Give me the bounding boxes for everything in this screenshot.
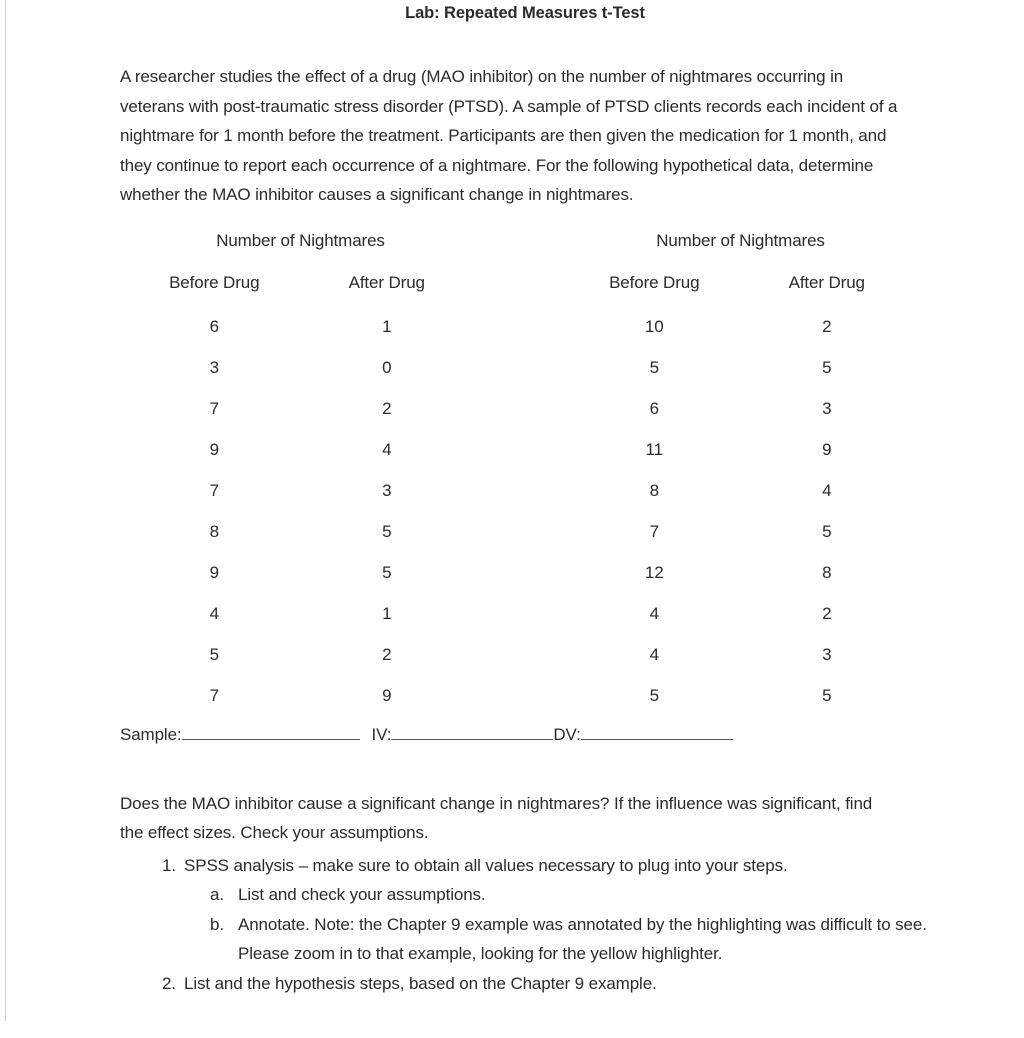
task-text: SPSS analysis – make sure to obtain all values necessary to plug into your steps. bbox=[184, 855, 788, 875]
table-row bbox=[128, 439, 473, 480]
cell-before-drug: 6 bbox=[649, 398, 659, 418]
cell-before-drug: 7 bbox=[209, 398, 219, 418]
cell-after-drug: 4 bbox=[382, 439, 392, 459]
table-row bbox=[568, 398, 913, 439]
intro-paragraph: A researcher studies the effect of a drug (MAO inhibitor) on the number of nightmares occurring in veterans with post-traumatic stress disorder (PTSD). A sample of PTSD clients records each incident of a nightmare for 1 month before the treatment. Participants are then given the medication for 1 month, and they continue to report each occurrence of a nightmare. For the following hypothetical data, determine whether the MAO inhibitor causes a significant change in nightmares. bbox=[120, 67, 898, 204]
subtask-item-b bbox=[184, 910, 930, 969]
sample-input[interactable] bbox=[182, 724, 360, 740]
table-row bbox=[128, 316, 473, 357]
cell-before-drug: 7 bbox=[209, 685, 219, 705]
column-header-before-drug: Before Drug bbox=[169, 272, 260, 292]
cell-after-drug: 3 bbox=[382, 480, 392, 500]
table-row bbox=[128, 644, 473, 685]
cell-after-drug: 5 bbox=[822, 521, 832, 541]
cell-before-drug: 7 bbox=[649, 521, 659, 541]
cell-after-drug: 8 bbox=[822, 562, 832, 582]
cell-before-drug: 12 bbox=[644, 562, 664, 582]
cell-after-drug: 3 bbox=[822, 398, 832, 418]
iv-input[interactable] bbox=[391, 724, 553, 740]
cell-before-drug: 5 bbox=[649, 685, 659, 705]
cell-after-drug: 5 bbox=[382, 562, 392, 582]
table-caption: Number of Nightmares bbox=[656, 230, 825, 250]
cell-before-drug: 5 bbox=[649, 357, 659, 377]
data-table-right bbox=[568, 228, 913, 726]
table-body bbox=[568, 316, 913, 726]
table-caption: Number of Nightmares bbox=[216, 230, 385, 250]
cell-after-drug: 3 bbox=[822, 644, 832, 664]
dv-label: DV: bbox=[553, 724, 581, 744]
cell-after-drug: 4 bbox=[822, 480, 832, 500]
cell-after-drug: 1 bbox=[382, 316, 392, 336]
cell-after-drug: 5 bbox=[822, 685, 832, 705]
subtask-marker: a. bbox=[210, 885, 224, 904]
table-header-row bbox=[128, 270, 473, 296]
column-header-after-drug: After Drug bbox=[348, 272, 425, 292]
cell-before-drug: 5 bbox=[209, 644, 219, 664]
table-row bbox=[128, 398, 473, 439]
task-marker: 2. bbox=[162, 973, 176, 993]
cell-after-drug: 2 bbox=[382, 644, 392, 664]
dv-input[interactable] bbox=[581, 724, 733, 740]
task-text: List and the hypothesis steps, based on the Chapter 9 example. bbox=[184, 973, 657, 993]
subtask-marker: b. bbox=[210, 914, 224, 934]
cell-before-drug: 9 bbox=[209, 439, 219, 459]
cell-after-drug: 9 bbox=[382, 685, 392, 705]
cell-before-drug: 8 bbox=[649, 480, 659, 500]
table-row bbox=[128, 357, 473, 398]
table-row bbox=[568, 439, 913, 480]
table-row bbox=[128, 521, 473, 562]
data-table-left bbox=[128, 228, 473, 726]
cell-after-drug: 2 bbox=[382, 398, 392, 418]
cell-before-drug: 7 bbox=[209, 480, 219, 500]
cell-before-drug: 6 bbox=[209, 316, 219, 336]
cell-before-drug: 10 bbox=[644, 316, 664, 336]
table-header-row bbox=[568, 270, 913, 296]
table-row bbox=[568, 316, 913, 357]
page-title: Lab: Repeated Measures t-Test bbox=[405, 4, 645, 22]
cell-before-drug: 11 bbox=[645, 439, 663, 459]
table-row bbox=[128, 480, 473, 521]
closing-question: Does the MAO inhibitor cause a significant change in nightmares? If the influence was significant, find the effect sizes. Check your assumptions. bbox=[120, 793, 873, 842]
cell-before-drug: 3 bbox=[209, 357, 219, 377]
fill-in-blanks-row bbox=[120, 724, 930, 745]
cell-after-drug: 5 bbox=[822, 357, 832, 377]
column-header-before-drug: Before Drug bbox=[609, 272, 700, 292]
cell-after-drug: 0 bbox=[382, 357, 392, 377]
table-row bbox=[128, 562, 473, 603]
subtask-text: List and check your assumptions. bbox=[238, 885, 486, 904]
cell-after-drug: 5 bbox=[382, 521, 392, 541]
cell-after-drug: 2 bbox=[822, 603, 832, 623]
table-row bbox=[568, 603, 913, 644]
sample-label: Sample: bbox=[120, 724, 182, 744]
table-row bbox=[128, 603, 473, 644]
cell-before-drug: 9 bbox=[209, 562, 219, 582]
cell-before-drug: 8 bbox=[209, 521, 219, 541]
cell-after-drug: 1 bbox=[382, 603, 392, 623]
table-body bbox=[128, 316, 473, 726]
task-list bbox=[120, 848, 930, 999]
task-marker: 1. bbox=[162, 855, 176, 875]
table-row bbox=[568, 480, 913, 521]
cell-before-drug: 4 bbox=[209, 603, 219, 623]
table-row bbox=[568, 644, 913, 685]
table-row bbox=[568, 357, 913, 398]
task-item-1 bbox=[120, 851, 930, 969]
cell-before-drug: 4 bbox=[649, 644, 659, 664]
task-item-2 bbox=[120, 969, 930, 999]
table-row bbox=[568, 521, 913, 562]
table-row bbox=[128, 685, 473, 726]
subtask-list bbox=[184, 880, 930, 969]
table-row bbox=[568, 685, 913, 726]
iv-label: IV: bbox=[371, 724, 392, 744]
nightmare-data-tables bbox=[120, 228, 930, 718]
subtask-text: Annotate. Note: the Chapter 9 example was annotated by the highlighting was difficult to see. Please zoom in to that example, looking for the yellow highlighter. bbox=[238, 914, 927, 963]
subtask-item-a bbox=[184, 880, 930, 910]
cell-before-drug: 4 bbox=[649, 603, 659, 623]
column-header-after-drug: After Drug bbox=[788, 272, 865, 292]
cell-after-drug: 9 bbox=[822, 439, 832, 459]
cell-after-drug: 2 bbox=[822, 316, 832, 336]
table-row bbox=[568, 562, 913, 603]
